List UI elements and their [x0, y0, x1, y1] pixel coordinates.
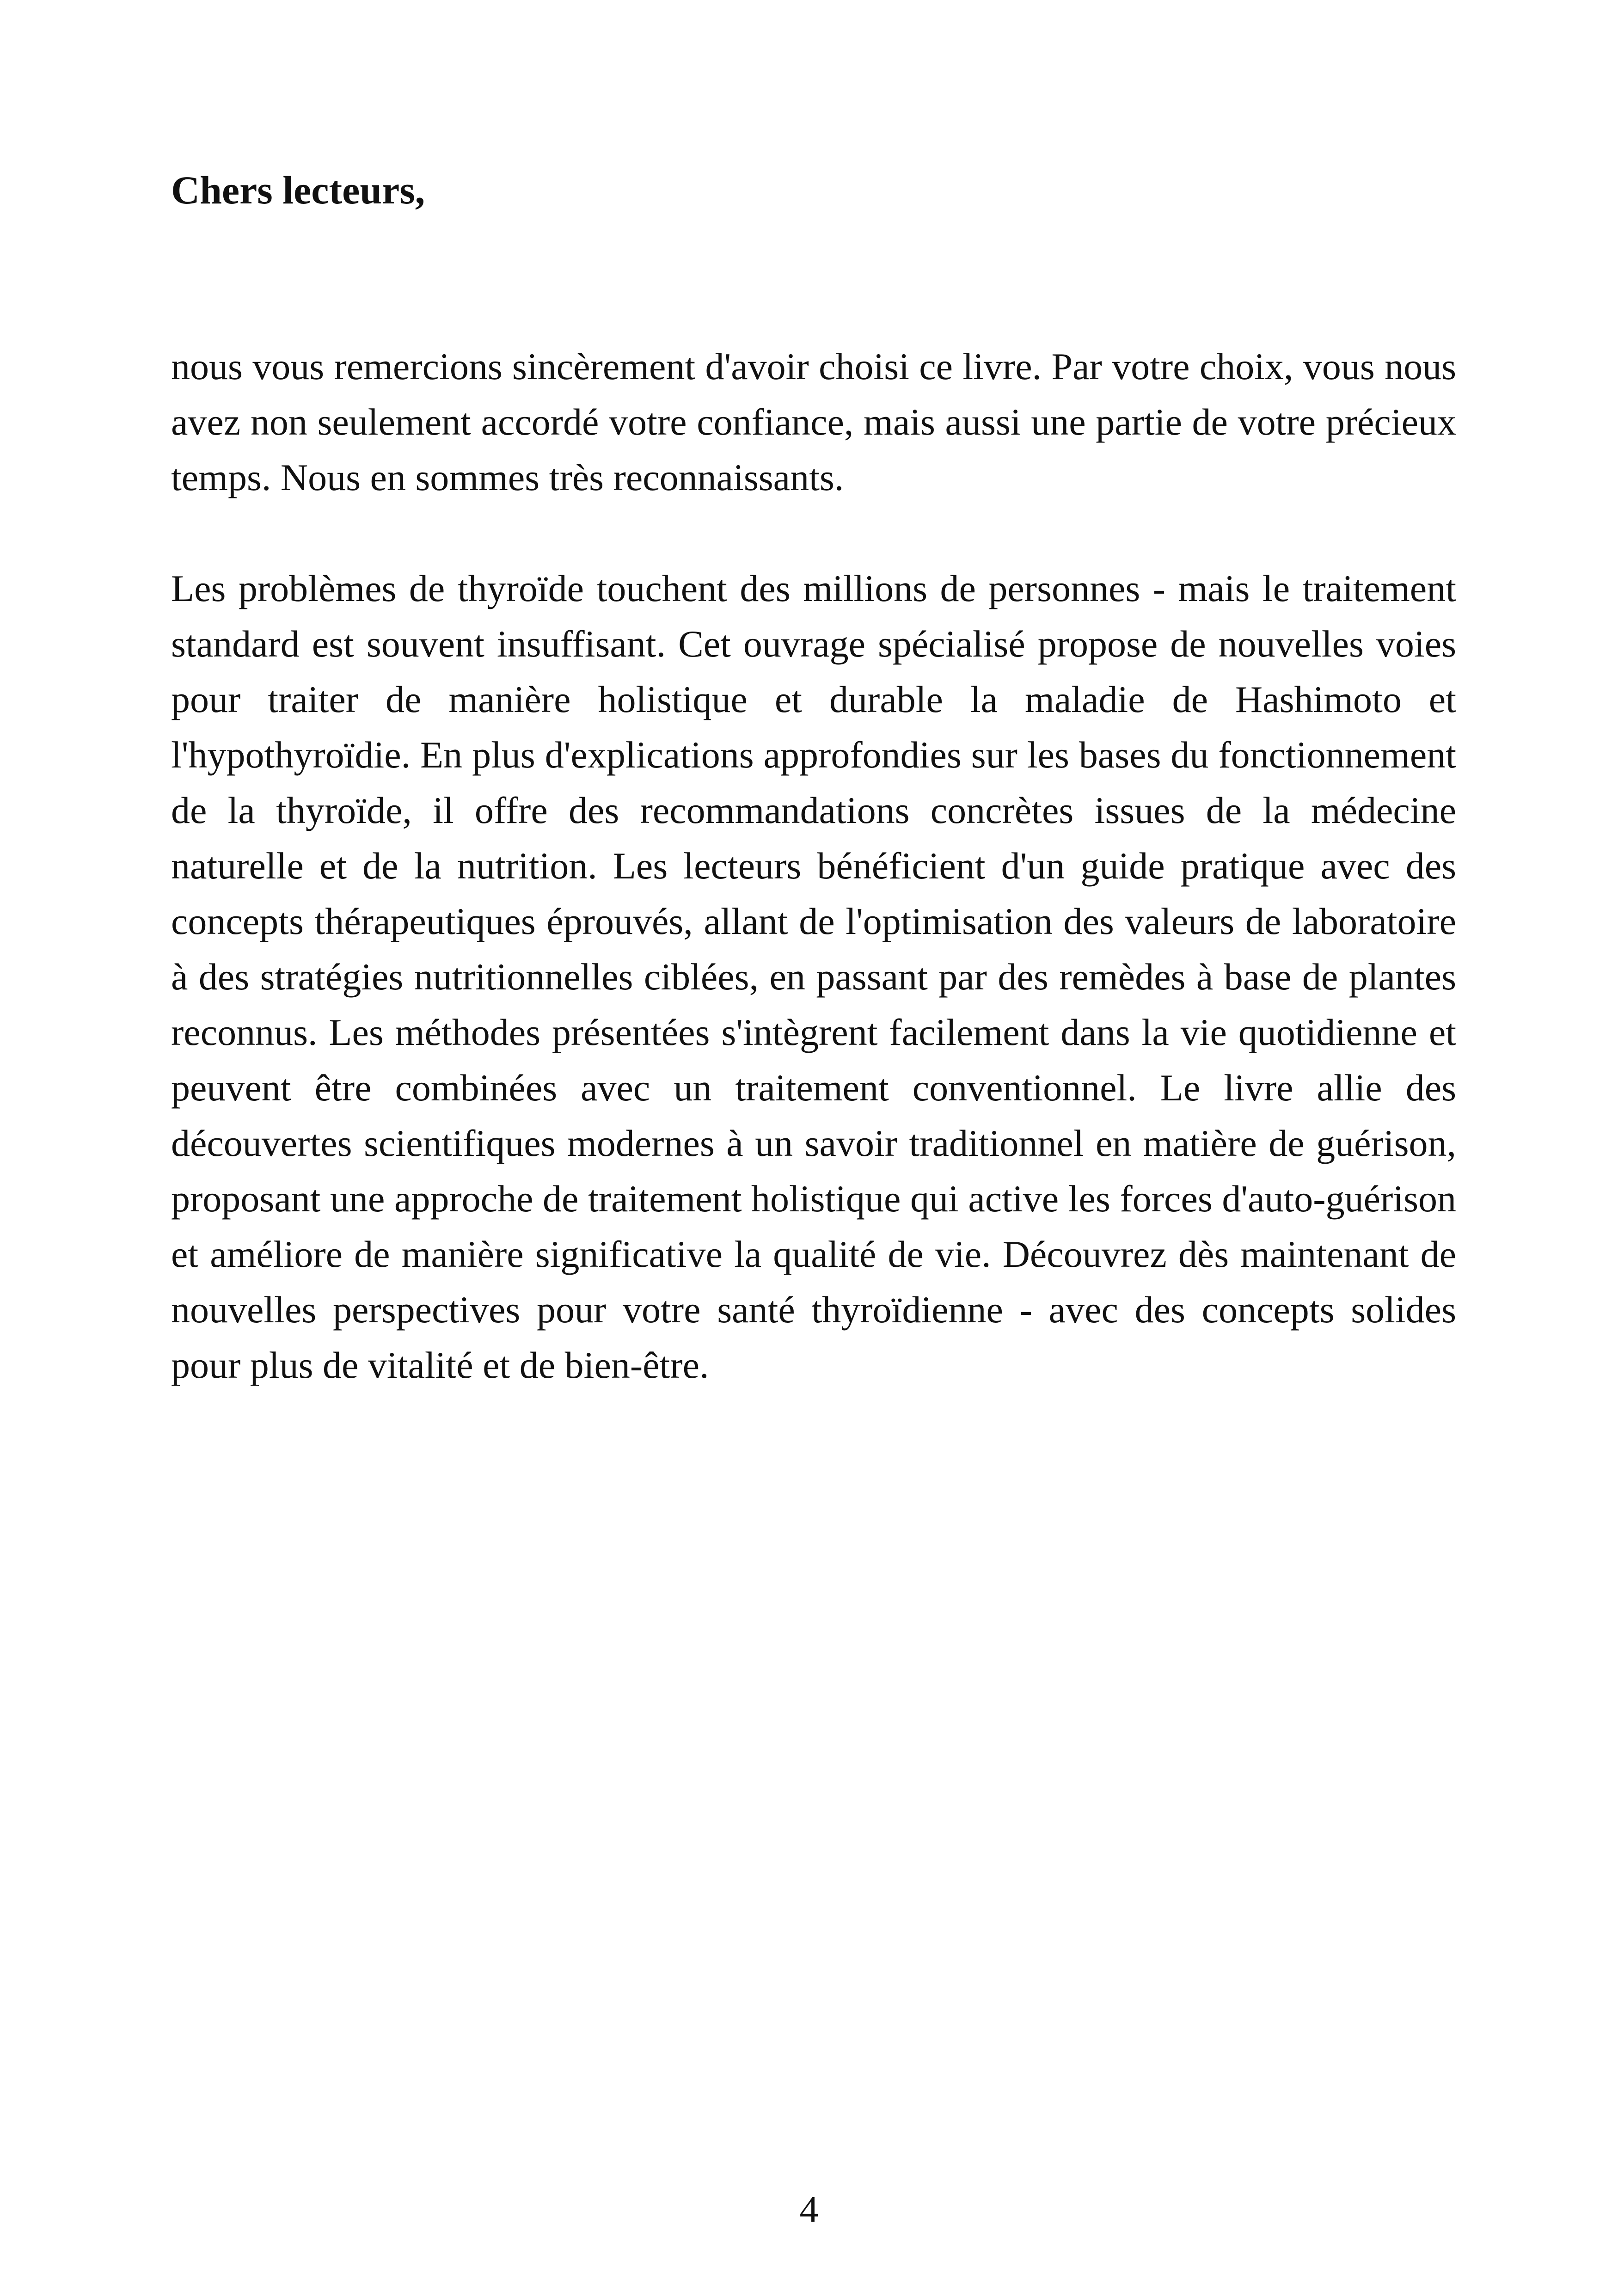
body-text	[171, 339, 1456, 1393]
greeting-heading: Chers lecteurs,	[171, 168, 425, 212]
intro-paragraph: nous vous remercions sincèrement d'avoir choisi ce livre. Par votre choix, vous nous avez non seulement accordé votre confiance, mais aussi une partie de votre précieux temps. Nous en sommes très reconnaissants.	[171, 345, 1456, 498]
page-number: 4	[799, 2188, 819, 2230]
description-paragraph: Les problèmes de thyroïde touchent des millions de personnes - mais le traitement standard est souvent insuffisant. Cet ouvrage spécialisé propose de nouvelles voies pour traiter de manière holistique et durable la maladie de Hashimoto et l'hypothyroïdie. En plus d'explications approfondies sur les bases du fonctionnement de la thyroïde, il offre des recommandations concrètes issues de la médecine naturelle et de la nutrition. Les lecteurs bénéficient d'un guide pratique avec des concepts thérapeutiques éprouvés, allant de l'optimisation des valeurs de laboratoire à des stratégies nutritionnelles ciblées, en passant par des remèdes à base de plantes reconnus. Les méthodes présentées s'intègrent facilement dans la vie quotidienne et peuvent être combinées avec un traitement conventionnel. Le livre allie des découvertes scientifiques modernes à un savoir traditionnel en matière de guérison, proposant une approche de traitement holistique qui active les forces d'auto-guérison et améliore de manière significative la qualité de vie. Découvrez dès maintenant de nouvelles perspectives pour votre santé thyroïdienne - avec des concepts solides pour plus de vitalité et de bien-être.	[171, 567, 1456, 1386]
